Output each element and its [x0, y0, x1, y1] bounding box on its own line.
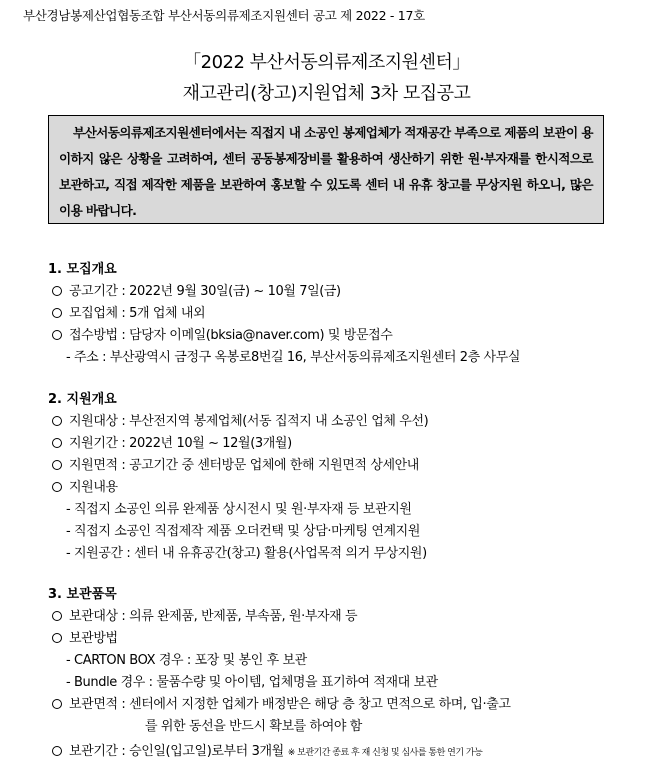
list-item-text: 보관대상 : 의류 완제품, 반제품, 부속품, 원·부자재 등 — [69, 609, 358, 624]
list-item-continuation: 를 위한 동선을 반드시 확보를 하여야 함 — [145, 719, 362, 734]
list-item-text: 지원면적 : 공고기간 중 센터방문 업체에 한해 지원면적 상세안내 — [69, 458, 419, 473]
circle-bullet-icon — [52, 699, 62, 709]
circle-bullet-icon — [52, 438, 62, 448]
list-item-text: 모집업체 : 5개 업체 내외 — [69, 306, 206, 321]
list-item — [52, 605, 357, 624]
circle-bullet-icon — [52, 416, 62, 426]
circle-bullet-icon — [52, 746, 62, 756]
sub-item: - 직접지 소공인 직접제작 제품 오더컨택 및 상담·마케팅 연계지원 — [66, 524, 420, 539]
list-item-text: 접수방법 : 담당자 이메일(bksia@naver.com) 및 방문접수 — [69, 328, 393, 343]
sub-item: - 직접지 소공인 의류 완제품 상시전시 및 원·부자재 등 보관지원 — [66, 502, 412, 517]
list-item — [52, 410, 428, 429]
list-item — [52, 280, 341, 299]
list-item-text: 보관방법 — [69, 631, 118, 646]
storage-note: ※ 보관기간 종료 후 재 신청 및 심사를 통한 연기 가능 — [287, 748, 483, 758]
list-item — [52, 476, 118, 495]
page-title-line2: 재고관리(창고)지원업체 3차 모집공고 — [182, 83, 471, 104]
notice-text: 부산서동의류제조지원센터에서는 직접지 내 소공인 봉제업체가 적재공간 부족으로 제품의 보관이 용이하지 않은 상황을 고려하여, 센터 공동봉제장비를 활용하여 생산하기 위한 원·부자재를 한시적으로 보관하고, 직접 제작한 제품을 보관하여 홍보할 수 있도록 센터 내 유휴 창고를 무상지원 하오니, 많은 이용 바랍니다. — [59, 125, 593, 218]
notice-header: 부산경남봉제산업협동조합 부산서동의류제조지원센터 공고 제 2022 - 17호 — [23, 8, 425, 23]
list-item-text: 지원대상 : 부산전지역 봉제업체(서동 집적지 내 소공인 업체 우선) — [69, 414, 429, 429]
list-item — [52, 627, 118, 646]
circle-bullet-icon — [52, 460, 62, 470]
list-item — [52, 432, 292, 451]
list-item — [52, 693, 511, 712]
list-item — [52, 454, 419, 473]
circle-bullet-icon — [52, 482, 62, 492]
circle-bullet-icon — [52, 611, 62, 621]
list-item — [52, 740, 482, 759]
circle-bullet-icon — [52, 330, 62, 340]
circle-bullet-icon — [52, 633, 62, 643]
circle-bullet-icon — [52, 308, 62, 318]
list-item — [52, 324, 392, 343]
sub-item: - 지원공간 : 센터 내 유휴공간(창고) 활용(사업목적 의거 무상지원) — [66, 546, 427, 561]
list-item-text: 지원기간 : 2022년 10월 ~ 12월(3개월) — [69, 436, 292, 451]
section1-heading: 1. 모집개요 — [48, 262, 117, 277]
list-item-text: 보관면적 : 센터에서 지정한 업체가 배정받은 해당 층 창고 면적으로 하며, 입·출고 — [69, 697, 511, 712]
list-item-text: 공고기간 : 2022년 9월 30일(금) ~ 10월 7일(금) — [69, 284, 341, 299]
notice-box — [48, 115, 604, 224]
section3-heading: 3. 보관품목 — [48, 587, 117, 602]
list-item-text: 지원내용 — [69, 480, 118, 495]
sub-item: - Bundle 경우 : 물품수량 및 아이템, 업체명을 표기하여 적재대 보관 — [66, 675, 438, 690]
page-title-line1: 「2022 부산서동의류제조지원센터」 — [183, 52, 470, 73]
list-item-text: 보관기간 : 승인일(입고일)로부터 3개월 — [69, 744, 284, 759]
list-item — [52, 302, 205, 321]
section2-heading: 2. 지원개요 — [48, 392, 117, 407]
circle-bullet-icon — [52, 286, 62, 296]
sub-item: - CARTON BOX 경우 : 포장 및 봉인 후 보관 — [66, 653, 307, 668]
sub-item-address: - 주소 : 부산광역시 금정구 옥봉로8번길 16, 부산서동의류제조지원센터 2층 사무실 — [66, 350, 520, 365]
